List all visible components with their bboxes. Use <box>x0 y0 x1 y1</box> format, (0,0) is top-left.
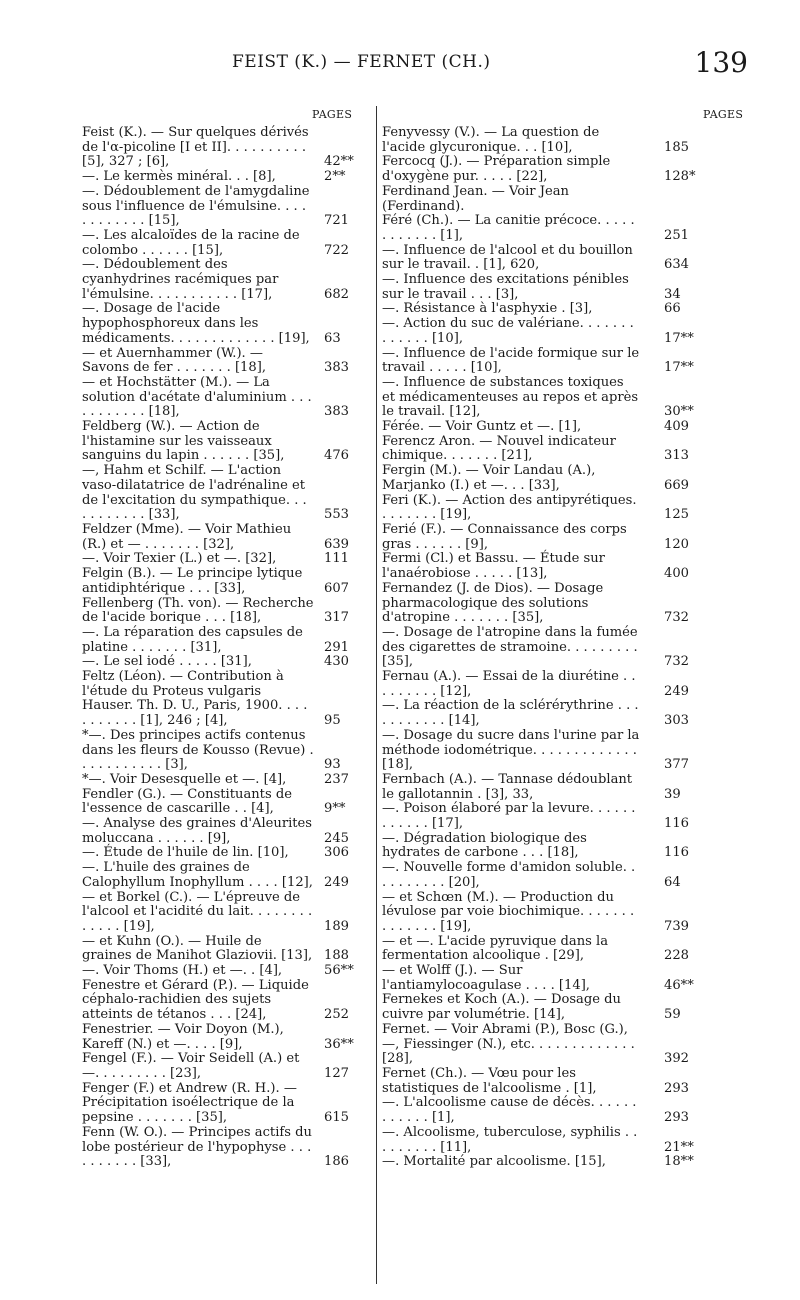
entry-page: 17** <box>664 330 694 346</box>
entry-text: Fengel (F.). — Voir Seidell (A.) et —. . . . . . . . . [23], <box>82 1051 300 1081</box>
entry-text: Fenger (F.) et Andrew (R. H.). — Précipitation isoélectrique de la pepsine . . . . . . . [35], <box>82 1080 297 1126</box>
entry-text: —. Alcoolisme, tuberculose, syphilis . . . . . . . . . [11], <box>382 1124 638 1155</box>
entry-page: 383 <box>324 360 349 376</box>
entry-page: 721 <box>324 213 349 229</box>
entry-page: 303 <box>664 713 689 729</box>
entry-text: — et Kuhn (O.). — Huile de graines de Manihot Glaziovii. [13], <box>82 933 313 964</box>
entry-text: *—. Voir Desesquelle et —. [4], <box>82 771 287 787</box>
index-entry <box>382 244 694 273</box>
column-divider <box>376 106 377 1284</box>
index-entry <box>82 302 374 346</box>
index-entry <box>82 979 374 1023</box>
entry-text: Fercocq (J.). — Préparation simple d'oxygène pur. . . . . [22], <box>382 154 611 185</box>
entry-text: —. Voir Thoms (H.) et —. . [4], <box>82 963 283 979</box>
entry-text: —. Influence de substances toxiques et médicamenteuses au repos et après le travail. [12], <box>382 374 639 420</box>
index-entry <box>382 552 694 581</box>
index-entry <box>82 229 374 258</box>
entry-page: 722 <box>324 242 349 258</box>
entry-page: 127 <box>324 1066 349 1081</box>
entry-text: —. Analyse des graines d'Aleurites moluccana . . . . . . [9], <box>82 816 313 846</box>
entry-text: —. L'huile des graines de Calophyllum Inophyllum . . . . [12], <box>82 860 313 890</box>
entry-text: —. La réaction de la sclérérythrine . . . . . . . . . . . [14], <box>382 698 639 729</box>
entry-text: —. Voir Texier (L.) et —. [32], <box>82 551 277 567</box>
entry-text: Fenn (W. O.). — Principes actifs du lobe postérieur de l'hypophyse . . . . . . . . . . [33], <box>82 1124 312 1170</box>
entry-text: Fendler (G.). — Constituants de l'essence de cascarille . . [4], <box>82 786 292 817</box>
entry-page: 21** <box>664 1139 694 1155</box>
entry-page: 42** <box>324 154 354 170</box>
entry-text: —. Dédoublement de l'amygdaline sous l'influence de l'émulsine. . . . . . . . . . . . [15], <box>82 183 310 229</box>
index-entry <box>382 861 694 890</box>
entry-page: 669 <box>664 477 689 493</box>
index-entry <box>82 670 374 729</box>
entry-text: —. Résistance à l'asphyxie . [3], <box>382 301 593 317</box>
entry-page: 63 <box>324 330 341 346</box>
index-entry <box>82 597 374 626</box>
entry-page: 46** <box>664 977 694 993</box>
index-entry <box>82 773 374 788</box>
entry-page: 228 <box>664 948 689 964</box>
entry-page: 116 <box>664 845 689 861</box>
index-entry <box>382 126 694 155</box>
entry-page: 185 <box>664 139 689 155</box>
index-entry <box>82 861 374 890</box>
index-entry <box>82 258 374 302</box>
index-entry <box>82 1052 374 1081</box>
pages-heading-left: PAGES <box>312 108 353 121</box>
entry-page: 732 <box>664 654 689 670</box>
entry-text: Ferencz Aron. — Nouvel indicateur chimique. . . . . . . [21], <box>382 433 616 464</box>
entry-text: Féré (Ch.). — La canitie précoce. . . . . . . . . . . . [1], <box>382 213 635 243</box>
entry-page: 291 <box>324 639 349 655</box>
index-entry <box>82 126 374 170</box>
entry-page: 116 <box>664 816 689 832</box>
header-title: FEIST (K.) — FERNET (CH.) <box>232 52 491 72</box>
entry-page: 186 <box>324 1154 349 1170</box>
entry-page: 739 <box>664 918 689 934</box>
index-entry <box>382 935 694 964</box>
entry-page: 93 <box>324 757 341 773</box>
index-entry <box>382 347 694 376</box>
entry-text: — et Wolff (J.). — Sur l'antiamylocoagulase . . . . [14], <box>382 963 590 993</box>
index-entry <box>82 788 374 817</box>
entry-page: 17** <box>664 360 694 376</box>
entry-text: *—. Des principes actifs contenus dans les fleurs de Kousso (Revue) . . . . . . . . . . . [3], <box>82 727 314 773</box>
entry-text: Fernet. — Voir Abrami (P.), Bosc (G.), —, Fiessinger (N.), etc. . . . . . . . . . . . . [28], <box>382 1021 635 1067</box>
entry-page: 615 <box>324 1110 349 1126</box>
index-entry <box>82 935 374 964</box>
entry-page: 125 <box>664 507 689 523</box>
index-entry <box>382 302 694 317</box>
entry-page: 56** <box>324 963 354 979</box>
index-entry <box>382 626 694 670</box>
entry-text: — et —. L'acide pyruvique dans la fermentation alcoolique . [29], <box>382 933 609 964</box>
entry-text: —. Influence de l'alcool et du bouillon sur le travail. . [1], 620, <box>382 242 633 273</box>
entry-page: 189 <box>324 918 349 934</box>
entry-text: Feist (K.). — Sur quelques dérivés de l'α-picoline [I et II]. . . . . . . . . . [5], 327 ; [6], <box>82 125 309 170</box>
entry-text: Feldzer (Mme). — Voir Mathieu (R.) et — . . . . . . . [32], <box>82 521 292 552</box>
entry-text: —. Dégradation biologique des hydrates de carbone . . . [18], <box>382 830 587 861</box>
index-entry <box>382 670 694 699</box>
entry-page: 634 <box>664 257 689 273</box>
index-entry <box>382 1096 694 1125</box>
entry-text: Fernekes et Koch (A.). — Dosage du cuivre par volumétrie. [14], <box>382 992 621 1023</box>
index-entry <box>82 464 374 523</box>
index-entry <box>82 523 374 552</box>
entry-page: 476 <box>324 448 349 464</box>
entry-text: —. La réparation des capsules de platine . . . . . . . [31], <box>82 624 303 655</box>
index-entry <box>382 420 694 435</box>
index-entry <box>382 214 694 243</box>
index-entry <box>82 1126 374 1170</box>
entry-page: 59 <box>664 1007 681 1023</box>
entry-text: Fellenberg (Th. von). — Recherche de l'acide borique . . . [18], <box>82 595 314 626</box>
index-entry <box>382 773 694 802</box>
entry-text: Fernau (A.). — Essai de la diurétine . . . . . . . . . [12], <box>382 669 636 699</box>
index-entry <box>382 891 694 935</box>
index-entry <box>382 464 694 493</box>
running-header <box>0 46 800 82</box>
index-entry <box>82 1082 374 1126</box>
entry-page: 409 <box>664 419 689 435</box>
entry-page: 682 <box>324 286 349 302</box>
entry-text: — et Schœn (M.). — Production du lévulose par voie biochimique. . . . . . . . . . . . . . [19], <box>382 889 635 934</box>
index-entry <box>382 582 694 626</box>
index-entry <box>382 494 694 523</box>
index-entry <box>82 891 374 935</box>
entry-text: — et Hochstätter (M.). — La solution d'acétate d'aluminium . . . . . . . . . . . [18], <box>82 374 312 420</box>
index-entry <box>82 420 374 464</box>
entry-text: Fenyvessy (V.). — La question de l'acide glycuronique. . . [10], <box>382 125 600 155</box>
index-entry <box>82 626 374 655</box>
entry-page: 95 <box>324 713 341 729</box>
entry-page: 383 <box>324 404 349 420</box>
entry-text: Fernandez (J. de Dios). — Dosage pharmacologique des solutions d'atropine . . . . . . . [35], <box>382 580 604 626</box>
entry-page: 430 <box>324 654 349 670</box>
index-entry <box>382 729 694 773</box>
entry-text: Feltz (Léon). — Contribution à l'étude du Proteus vulgaris Hauser. Th. D. U., Paris, 1900. . . . . . . . . . . [1], 246 ; [4], <box>82 669 308 729</box>
entry-text: Fermi (Cl.) et Bassu. — Étude sur l'anaérobiose . . . . . [13], <box>382 551 605 582</box>
index-entry <box>82 185 374 229</box>
entry-page: 30** <box>664 404 694 420</box>
index-entry <box>382 376 694 420</box>
index-entry <box>382 435 694 464</box>
entry-text: Felgin (B.). — Le principe lytique antidiphtérique . . . [33], <box>82 566 303 596</box>
index-entry <box>382 993 694 1022</box>
index-entry <box>382 1023 694 1067</box>
index-entry <box>382 1126 694 1155</box>
entry-text: Feldberg (W.). — Action de l'histamine sur les vaisseaux sanguins du lapin . . . . . . [35], <box>82 419 285 464</box>
entry-page: 313 <box>664 448 689 464</box>
entry-page: 317 <box>324 610 349 626</box>
index-entry <box>382 964 694 993</box>
index-entry <box>382 699 694 728</box>
entry-text: —. Influence de l'acide formique sur le travail . . . . . [10], <box>382 345 640 376</box>
entry-text: — et Borkel (C.). — L'épreuve de l'alcool et l'acidité du lait. . . . . . . . . . . . . [19], <box>82 889 313 934</box>
index-entry <box>82 1023 374 1052</box>
entry-text: Ferié (F.). — Connaissance des corps gras . . . . . . [9], <box>382 521 627 552</box>
index-entry <box>382 1155 694 1170</box>
left-entries <box>82 126 374 1170</box>
entry-page: 732 <box>664 610 689 626</box>
entry-text: —, Hahm et Schilf. — L'action vaso-dilatatrice de l'adrénaline et de l'excitation du sympathique. . . . . . . . . . . [33], <box>82 463 307 523</box>
index-entry <box>82 347 374 376</box>
entry-text: Ferdinand Jean. — Voir Jean (Ferdinand). <box>382 183 569 214</box>
entry-text: —. Nouvelle forme d'amidon soluble. . . . . . . . . . [20], <box>382 860 636 890</box>
entry-page: 64 <box>664 874 681 890</box>
entry-page: 249 <box>324 874 349 890</box>
entry-page: 607 <box>324 580 349 596</box>
entry-text: —. Dédoublement des cyanhydrines racémiques par l'émulsine. . . . . . . . . . . [17], <box>82 257 279 302</box>
index-entry <box>382 523 694 552</box>
entry-page: 392 <box>664 1051 689 1067</box>
pages-heading-right: PAGES <box>703 108 744 121</box>
entry-text: Férée. — Voir Guntz et —. [1], <box>382 419 582 435</box>
entry-text: Fenestrier. — Voir Doyon (M.), Kareff (N.) et —. . . . [9], <box>82 1021 284 1052</box>
entry-text: —. Dosage du sucre dans l'urine par la méthode iodométrique. . . . . . . . . . . . . [18], <box>382 727 640 773</box>
entry-text: —. Poison élaboré par la levure. . . . . . . . . . . . [17], <box>382 801 636 832</box>
right-entries <box>382 126 694 1170</box>
entry-text: —. Dosage de l'acide hypophosphoreux dans les médicaments. . . . . . . . . . . . . [19], <box>82 301 310 346</box>
entry-text: —. Dosage de l'atropine dans la fumée des cigarettes de stramoine. . . . . . . . . [35], <box>382 624 638 670</box>
entry-text: Fernet (Ch.). — Vœu pour les statistiques de l'alcoolisme . [1], <box>382 1066 597 1096</box>
entry-page: 237 <box>324 771 349 787</box>
entry-page: 66 <box>664 301 681 317</box>
index-entry <box>82 567 374 596</box>
entry-page: 639 <box>324 536 349 552</box>
index-entry <box>382 802 694 831</box>
entry-page: 249 <box>664 683 689 699</box>
entry-text: —. Les alcaloïdes de la racine de colombo . . . . . . [15], <box>82 227 300 258</box>
entry-page: 553 <box>324 507 349 523</box>
entry-text: Fenestre et Gérard (P.). — Liquide céphalo-rachidien des sujets atteints de tétanos . . . [24], <box>82 977 309 1023</box>
entry-text: —. Mortalité par alcoolisme. [15], <box>382 1154 606 1170</box>
index-entry <box>82 729 374 773</box>
index-entry <box>82 376 374 420</box>
entry-page: 293 <box>664 1080 689 1096</box>
entry-text: —. Étude de l'huile de lin. [10], <box>82 845 289 861</box>
entry-page: 293 <box>664 1110 689 1126</box>
entry-text: —. Influence des excitations pénibles sur le travail . . . [3], <box>382 272 629 302</box>
entry-page: 251 <box>664 227 689 243</box>
index-entry <box>82 964 374 979</box>
entry-page: 111 <box>324 551 349 567</box>
index-entry <box>82 552 374 567</box>
entry-text: —. Action du suc de valériane. . . . . . . . . . . . . [10], <box>382 316 634 346</box>
entry-page: 39 <box>664 786 681 802</box>
index-entry <box>82 817 374 846</box>
entry-page: 252 <box>324 1007 349 1023</box>
entry-page: 34 <box>664 286 681 302</box>
entry-page: 400 <box>664 566 689 582</box>
entry-page: 377 <box>664 757 689 773</box>
entry-text: —. Le sel iodé . . . . . [31], <box>82 654 252 670</box>
entry-text: —. L'alcoolisme cause de décès. . . . . . . . . . . . [1], <box>382 1095 637 1126</box>
entry-page: 120 <box>664 536 689 552</box>
index-entry <box>82 170 374 185</box>
entry-page: 306 <box>324 845 349 861</box>
index-entry <box>382 832 694 861</box>
entry-text: — et Auernhammer (W.). — Savons de fer . . . . . . . [18], <box>82 345 266 376</box>
entry-page: 18** <box>664 1154 694 1170</box>
entry-text: —. Le kermès minéral. . . [8], <box>82 169 276 185</box>
page-number: 139 <box>694 46 748 79</box>
entry-text: Fergin (M.). — Voir Landau (A.), Marjanko (I.) et —. . . [33], <box>382 463 596 493</box>
entry-text: Fernbach (A.). — Tannase dédoublant le gallotannin . [3], 33, <box>382 771 633 802</box>
index-entry <box>382 317 694 346</box>
entry-text: Feri (K.). — Action des antipyrétiques. . . . . . . . [19], <box>382 492 637 523</box>
index-entry <box>382 155 694 184</box>
index-entry <box>82 846 374 861</box>
entry-page: 36** <box>324 1036 354 1052</box>
entry-page: 9** <box>324 801 346 817</box>
entry-page: 2** <box>324 169 346 185</box>
index-entry <box>382 273 694 302</box>
entry-page: 245 <box>324 830 349 846</box>
entry-page: 188 <box>324 948 349 964</box>
index-entry <box>82 655 374 670</box>
entry-page: 128* <box>664 169 696 185</box>
index-entry <box>382 1067 694 1096</box>
index-entry <box>382 185 694 214</box>
